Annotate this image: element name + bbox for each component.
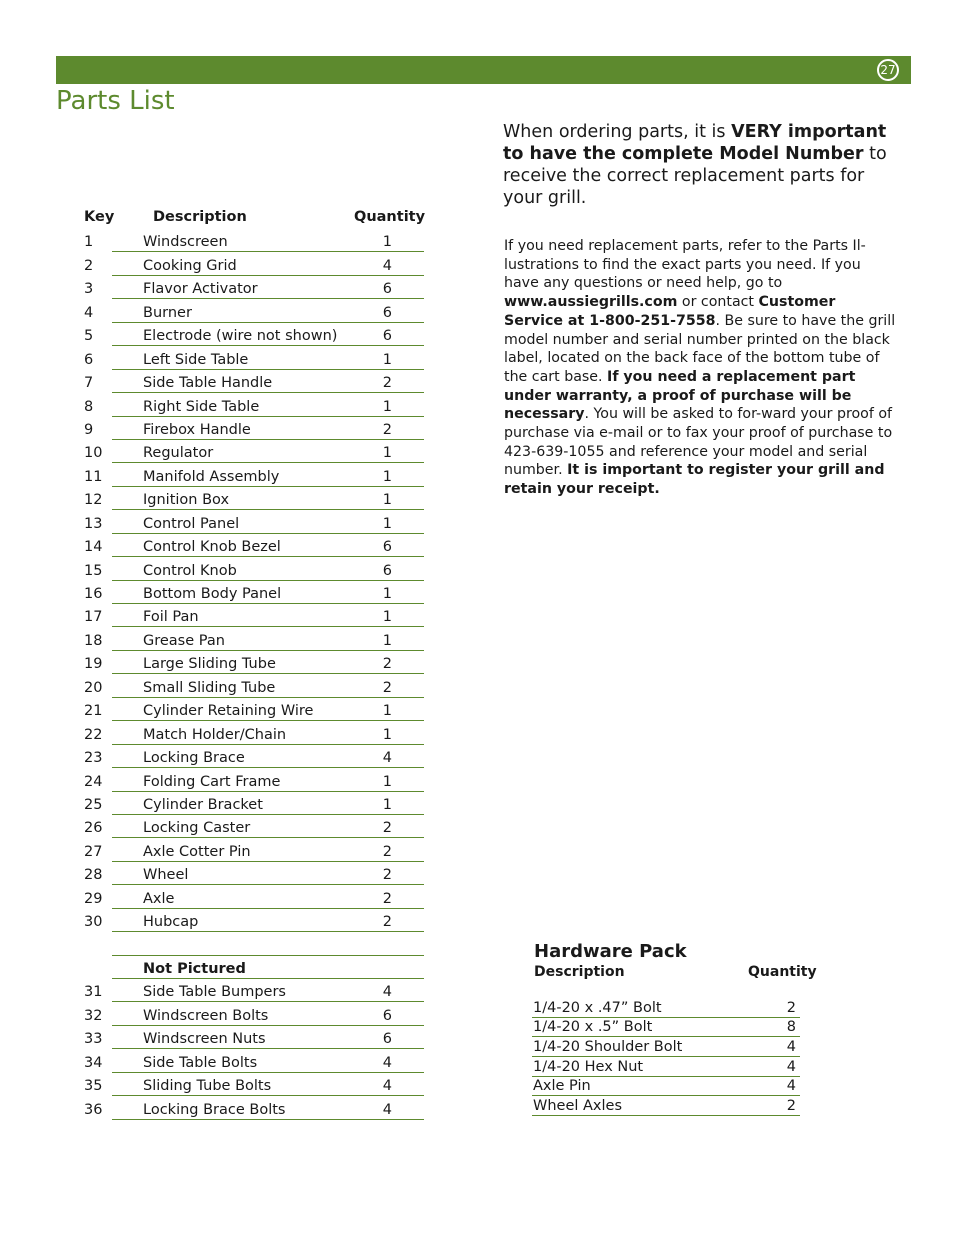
table-row — [84, 370, 424, 393]
part-key: 29 — [84, 890, 103, 907]
table-row — [84, 1049, 424, 1072]
hardware-quantity: 8 — [786, 1019, 796, 1036]
part-quantity: 2 — [382, 867, 392, 884]
part-quantity: 4 — [382, 750, 392, 767]
ordering-intro: When ordering parts, it is VERY important to have the complete Model Number to receive the correct replacement parts for your grill. — [503, 122, 887, 208]
hardware-row — [532, 1096, 800, 1116]
part-description: Match Holder/Chain — [143, 726, 287, 743]
table-row — [84, 768, 424, 791]
part-key: 15 — [84, 562, 103, 579]
table-row — [84, 463, 424, 486]
blank-row — [84, 932, 424, 955]
not-pictured-heading — [84, 956, 424, 979]
part-description: Control Knob Bezel — [143, 539, 281, 556]
part-quantity: 6 — [382, 328, 392, 345]
hardware-quantity: 4 — [786, 1058, 796, 1075]
part-description: Manifold Assembly — [143, 468, 280, 485]
part-description: Left Side Table — [143, 351, 249, 368]
part-quantity: 2 — [382, 914, 392, 931]
part-quantity: 6 — [382, 281, 392, 298]
table-row — [84, 299, 424, 322]
part-description: Grease Pan — [143, 632, 225, 649]
hardware-description: 1/4-20 x .5” Bolt — [533, 1019, 653, 1036]
part-description: Regulator — [143, 445, 214, 462]
table-row — [84, 979, 424, 1002]
part-key: 33 — [84, 1031, 103, 1048]
key-column-header: Key — [84, 209, 115, 225]
hardware-quantity: 4 — [786, 1078, 796, 1095]
part-description: Side Table Bolts — [143, 1054, 258, 1071]
part-description: Side Table Bumpers — [143, 984, 286, 1001]
part-quantity: 1 — [382, 445, 392, 462]
hardware-description: 1/4-20 x .47” Bolt — [533, 999, 662, 1016]
part-quantity: 1 — [382, 726, 392, 743]
hardware-row — [532, 1018, 800, 1038]
hardware-row — [532, 998, 800, 1018]
description-column-header: Description — [153, 209, 247, 225]
hardware-table-header — [534, 964, 816, 982]
part-key: 34 — [84, 1054, 103, 1071]
table-row — [84, 862, 424, 885]
table-row — [84, 557, 424, 580]
part-description: Locking Caster — [143, 820, 251, 837]
table-row — [84, 792, 424, 815]
part-quantity: 1 — [382, 703, 392, 720]
part-key: 17 — [84, 609, 103, 626]
part-description: Small Sliding Tube — [143, 679, 276, 696]
part-quantity: 1 — [382, 609, 392, 626]
part-quantity: 2 — [382, 656, 392, 673]
hardware-table — [532, 998, 800, 1116]
part-quantity: 1 — [382, 586, 392, 602]
part-description: Ignition Box — [143, 492, 230, 509]
hardware-description: 1/4-20 Shoulder Bolt — [533, 1039, 683, 1056]
part-quantity: 4 — [382, 1078, 392, 1095]
part-key: 7 — [84, 375, 94, 392]
table-row — [84, 346, 424, 369]
part-key: 6 — [84, 351, 94, 368]
header-bar — [56, 56, 911, 84]
part-key: 4 — [84, 304, 94, 321]
page-title: Parts List — [56, 86, 175, 116]
part-key: 16 — [84, 586, 103, 602]
part-quantity: 6 — [382, 1007, 392, 1024]
part-key: 21 — [84, 703, 103, 720]
table-row — [84, 393, 424, 416]
part-key: 25 — [84, 796, 103, 813]
part-quantity: 1 — [382, 773, 392, 790]
part-key: 35 — [84, 1078, 103, 1095]
part-quantity: 6 — [382, 1031, 392, 1048]
table-row — [84, 698, 424, 721]
part-quantity: 6 — [382, 304, 392, 321]
part-quantity: 2 — [382, 820, 392, 837]
hw-quantity-header: Quantity — [748, 964, 817, 980]
table-row — [84, 487, 424, 510]
part-description: Axle Cotter Pin — [143, 843, 251, 860]
table-row — [84, 885, 424, 908]
table-row — [84, 1073, 424, 1096]
part-quantity: 1 — [382, 515, 392, 532]
part-key: 31 — [84, 984, 103, 1001]
hardware-pack-title: Hardware Pack — [534, 941, 687, 962]
part-description: Hubcap — [143, 914, 199, 931]
table-row — [84, 534, 424, 557]
part-quantity: 2 — [382, 843, 392, 860]
part-quantity: 1 — [382, 351, 392, 368]
part-quantity: 2 — [382, 375, 392, 392]
part-key: 28 — [84, 867, 103, 884]
part-quantity: 4 — [382, 984, 392, 1001]
table-row — [84, 276, 424, 299]
part-quantity: 1 — [382, 492, 392, 509]
part-description: Locking Brace Bolts — [143, 1101, 286, 1118]
part-description: Windscreen Nuts — [143, 1031, 266, 1048]
parts-table-header — [84, 209, 424, 229]
part-key: 14 — [84, 539, 103, 556]
part-key: 2 — [84, 257, 94, 274]
table-row — [84, 440, 424, 463]
hardware-quantity: 2 — [786, 999, 796, 1016]
part-quantity: 4 — [382, 1054, 392, 1071]
part-key: 1 — [84, 234, 94, 251]
part-description: Folding Cart Frame — [143, 773, 281, 790]
part-description: Side Table Handle — [143, 375, 273, 392]
part-quantity: 6 — [382, 539, 392, 556]
hardware-row — [532, 1077, 800, 1097]
part-key: 10 — [84, 445, 103, 462]
part-key: 11 — [84, 468, 103, 485]
part-description: Wheel — [143, 867, 189, 884]
table-row — [84, 1026, 424, 1049]
table-row — [84, 815, 424, 838]
part-quantity: 2 — [382, 421, 392, 438]
part-key: 12 — [84, 492, 103, 509]
part-description: Cylinder Retaining Wire — [143, 703, 314, 720]
table-row — [84, 651, 424, 674]
hardware-description: 1/4-20 Hex Nut — [533, 1058, 644, 1075]
part-description: Cooking Grid — [143, 257, 237, 274]
table-row — [84, 627, 424, 650]
part-quantity: 4 — [382, 1101, 392, 1118]
customer-service-phone: Customer Service at 1-800-251-7558 — [504, 294, 836, 329]
part-key: 9 — [84, 421, 94, 438]
table-row — [84, 323, 424, 346]
part-key: 19 — [84, 656, 103, 673]
part-description: Foil Pan — [143, 609, 199, 626]
hardware-row — [532, 1057, 800, 1077]
part-quantity: 2 — [382, 679, 392, 696]
part-key: 27 — [84, 843, 103, 860]
part-key: 18 — [84, 632, 103, 649]
part-quantity: 1 — [382, 398, 392, 415]
part-description: Windscreen — [143, 234, 228, 251]
part-description: Control Panel — [143, 515, 240, 532]
table-row — [84, 909, 424, 932]
part-quantity: 1 — [382, 234, 392, 251]
parts-table — [84, 229, 424, 1120]
part-description: Large Sliding Tube — [143, 656, 276, 673]
part-key: 13 — [84, 515, 103, 532]
part-description: Firebox Handle — [143, 421, 251, 438]
part-description: Windscreen Bolts — [143, 1007, 269, 1024]
part-quantity: 6 — [382, 562, 392, 579]
table-row — [84, 745, 424, 768]
part-key: 23 — [84, 750, 103, 767]
part-key: 32 — [84, 1007, 103, 1024]
hardware-description: Wheel Axles — [533, 1098, 623, 1115]
part-quantity: 1 — [382, 468, 392, 485]
table-row — [84, 510, 424, 533]
part-description: Sliding Tube Bolts — [143, 1078, 272, 1095]
website-link[interactable]: www.aussiegrills.com — [504, 294, 678, 311]
part-key: 24 — [84, 773, 103, 790]
part-description: Axle — [143, 890, 175, 907]
table-row — [84, 838, 424, 861]
page-number-badge: 27 — [877, 59, 899, 81]
part-description: Bottom Body Panel — [143, 586, 282, 602]
table-row — [84, 1096, 424, 1119]
part-key: 30 — [84, 914, 103, 931]
hardware-quantity: 4 — [786, 1039, 796, 1056]
table-row — [84, 721, 424, 744]
table-row — [84, 604, 424, 627]
replacement-help-text: If you need replacement parts, refer to the Parts Il-lustrations to find the exact parts you need. If you have any questions or need help, go to www.aussiegrills.com or contact Customer Service at 1-800-251-7558. Be sure to have the grill model number and serial number printed on the black label, located on the back face of the bottom tube of the cart base. If you need a replacement part under warranty, a proof of purchase will be necessary. You will be asked to for-ward your proof of purchase via e-mail or to fax your proof of purchase to 423-639-1055 and reference your model and serial number. It is important to register your grill and retain your receipt. — [504, 238, 896, 498]
quantity-column-header: Quantity — [354, 209, 426, 225]
part-quantity: 4 — [382, 257, 392, 274]
part-description: Burner — [143, 304, 192, 321]
table-row — [84, 252, 424, 275]
part-description: Cylinder Bracket — [143, 796, 263, 813]
part-key: 22 — [84, 726, 103, 743]
part-quantity: 1 — [382, 796, 392, 813]
table-row — [84, 674, 424, 697]
part-key: 5 — [84, 328, 94, 345]
part-description: Electrode (wire not shown) — [143, 328, 338, 345]
part-key: 3 — [84, 281, 94, 298]
table-row — [84, 417, 424, 440]
not-pictured-label: Not Pictured — [143, 961, 246, 977]
part-description: Flavor Activator — [143, 281, 258, 298]
hw-description-header: Description — [534, 964, 625, 980]
part-description: Locking Brace — [143, 750, 245, 767]
table-row — [84, 229, 424, 252]
part-description: Control Knob — [143, 562, 237, 579]
part-key: 36 — [84, 1101, 103, 1118]
hardware-row — [532, 1037, 800, 1057]
part-key: 26 — [84, 820, 103, 837]
hardware-quantity: 2 — [786, 1098, 796, 1115]
part-key: 8 — [84, 398, 94, 415]
table-row — [84, 1002, 424, 1025]
part-description: Right Side Table — [143, 398, 260, 415]
part-quantity: 1 — [382, 632, 392, 649]
table-row — [84, 581, 424, 604]
part-key: 20 — [84, 679, 103, 696]
hardware-description: Axle Pin — [533, 1078, 591, 1095]
part-quantity: 2 — [382, 890, 392, 907]
